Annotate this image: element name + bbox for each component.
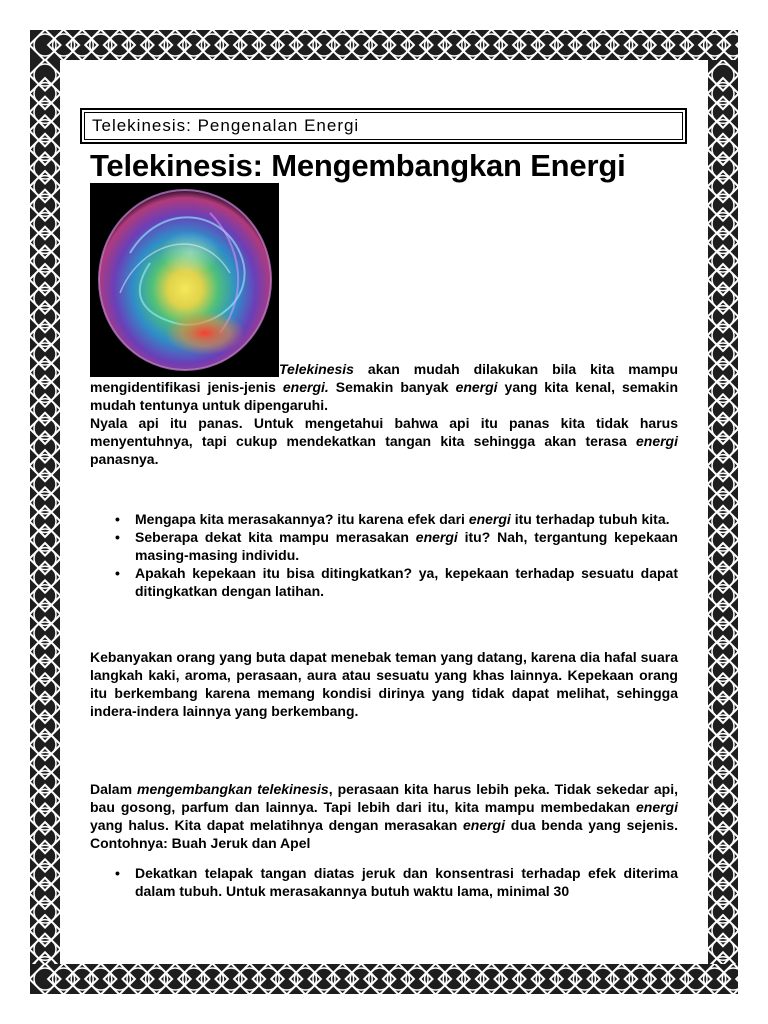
knot-motif [30,896,60,927]
knot-motif [30,171,60,202]
paragraph-fire: Nyala api itu panas. Untuk mengetahui bahwa api itu panas kita tidak harus menyentuhnya, tapi cukup mendekatkan tangan kita sehingga akan terasa energi panasnya. [90,415,678,467]
knot-motif [30,599,60,630]
exercise-list [90,864,678,900]
knot-motif [383,964,414,994]
knot-motif [30,60,60,91]
knot-motif [30,97,60,128]
question-list [90,510,678,600]
knot-motif [569,30,600,60]
knot-motif [708,692,738,723]
knot-motif [606,964,637,994]
knot-motif [364,30,395,60]
knot-motif [85,964,116,994]
knot-motif [708,115,738,146]
knot-motif [30,934,60,964]
knot-motif [30,710,60,741]
knot-motif [30,636,60,667]
knot-motif [30,431,60,462]
knot-motif [308,30,339,60]
knot-motif [141,964,172,994]
knot-motif [197,30,228,60]
knot-motif [30,283,60,314]
knot-motif [30,841,60,872]
knot-motif [708,878,738,909]
knot-motif [708,599,738,630]
knot-motif [606,30,637,60]
knot-motif [30,524,60,555]
knot-motif [625,964,656,994]
knot-motif [30,190,60,221]
knot-motif [699,964,730,994]
knot-motif [30,394,60,425]
knot-motif [30,134,60,165]
knot-motif [253,964,284,994]
knot-motif [643,964,674,994]
knot-motif [30,766,60,797]
knot-motif [708,97,738,128]
list-item: • Apakah kepekaan itu bisa ditingkatkan? ya, kepekaan terhadap sesuatu dapat ditingkatkan dengan latihan. [135,564,678,600]
knot-motif [708,655,738,686]
knot-motif [708,245,738,276]
knot-motif [67,964,98,994]
knot-motif [708,78,738,109]
knot-motif [234,964,265,994]
knot-motif [308,964,339,994]
knot-motif [30,264,60,295]
text-run: Telekinesis [279,361,354,377]
knot-motif [104,30,135,60]
knot-motif [708,338,738,369]
list-item: • Mengapa kita merasakannya? itu karena efek dari energi itu terhadap tubuh kita. [135,510,678,528]
knot-motif [30,915,60,946]
knot-motif [708,264,738,295]
page-title: Telekinesis: Mengembangkan Energi [90,148,626,183]
knot-motif [30,338,60,369]
knot-motif [457,964,488,994]
knot-motif [30,227,60,258]
knot-motif [643,30,674,60]
knot-motif [708,543,738,574]
knot-motif [234,30,265,60]
knot-motif [215,30,246,60]
knot-motif [30,208,60,239]
knot-motif [178,964,209,994]
knot-motif [708,859,738,890]
knot-motif [420,30,451,60]
knot-motif [85,30,116,60]
knot-motif [708,636,738,667]
knot-motif [457,30,488,60]
knot-motif [30,964,61,994]
knot-motif [122,30,153,60]
knot-motif [708,729,738,760]
knot-motif [30,376,60,407]
list-item: • Dekatkan telapak tangan diatas jeruk dan konsentrasi terhadap efek diterima dalam tubuh. Untuk merasakannya butuh waktu lama, minimal 30 [135,864,678,900]
knot-motif [708,524,738,555]
knot-motif [708,60,738,91]
paragraph-develop: Dalam mengembangkan telekinesis, perasaan kita harus lebih peka. Tidak sekedar api, bau gosong, parfum dan lainnya. Tapi lebih dari itu, kita mampu membedakan energi yang halus. Kita dapat melatihnya dengan merasakan energi dua benda yang sejenis. Contohnya: Buah Jeruk dan Apel [90,781,679,851]
knot-motif [708,227,738,258]
knot-motif [48,964,79,994]
knot-motif [476,964,507,994]
knot-motif [625,30,656,60]
knot-motif [708,320,738,351]
knot-motif [30,803,60,834]
knot-motif [587,30,618,60]
knot-motif [708,841,738,872]
knot-motif [253,30,284,60]
knot-motif [30,785,60,816]
energy-orb-image [90,183,279,377]
knot-motif [30,543,60,574]
knot-motif [699,30,730,60]
knot-motif [708,803,738,834]
celtic-knot-border-left [30,60,60,964]
knot-motif [708,896,738,927]
knot-motif [569,964,600,994]
knot-motif [215,964,246,994]
knot-motif [476,30,507,60]
celtic-knot-border-top [30,30,738,60]
knot-motif [30,78,60,109]
knot-motif [662,964,693,994]
article-body [90,360,678,900]
knot-motif [708,915,738,946]
knot-motif [513,964,544,994]
knot-motif [401,964,432,994]
knot-motif [290,964,321,994]
knot-motif [708,394,738,425]
knot-motif [30,301,60,332]
knot-motif [708,152,738,183]
knot-motif [708,766,738,797]
knot-motif [708,562,738,593]
knot-motif [30,487,60,518]
knot-motif [327,30,358,60]
knot-motif [708,822,738,853]
knot-motif [708,431,738,462]
knot-motif [708,710,738,741]
knot-motif [708,506,738,537]
knot-motif [30,115,60,146]
knot-motif [30,30,61,60]
knot-motif [160,964,191,994]
knot-motif [708,450,738,481]
knot-motif [532,964,563,994]
paragraph-intro: Telekinesis akan mudah dilakukan bila kita mampu mengidentifikasi jenis-jenis energi. Semakin banyak energi yang kita kenal, semakin mudah tentunya untuk dipengaruhi. [90,361,678,413]
knot-motif [708,673,738,704]
knot-motif [30,580,60,611]
knot-motif [708,934,738,964]
knot-motif [708,580,738,611]
knot-motif [680,30,711,60]
knot-motif [708,357,738,388]
knot-motif [708,134,738,165]
knot-motif [271,30,302,60]
knot-motif [708,469,738,500]
knot-motif [708,301,738,332]
knot-motif [141,30,172,60]
list-item: • Seberapa dekat kita mampu merasakan energi itu? Nah, tergantung kepekaan masing-masing individu. [135,528,678,564]
knot-motif [439,30,470,60]
knot-motif [30,692,60,723]
knot-motif [708,785,738,816]
knot-motif [30,562,60,593]
knot-motif [708,748,738,779]
knot-motif [160,30,191,60]
knot-motif [30,152,60,183]
knot-motif [494,30,525,60]
knot-motif [346,30,377,60]
knot-motif [587,964,618,994]
knot-motif [30,655,60,686]
celtic-knot-border-bottom [30,964,738,994]
knot-motif [30,357,60,388]
celtic-knot-border-right [708,60,738,964]
knot-motif [364,964,395,994]
knot-motif [122,964,153,994]
knot-motif [708,190,738,221]
paragraph-blind: Kebanyakan orang yang buta dapat menebak teman yang datang, karena dia hafal suara langkah kaki, aroma, perasaan, aura atau sesuatu yang khas lainnya. Kepekaan orang itu berkembang karena memang kondisi dirinya yang tidak dapat melihat, sehingga indera-indera lainnya yang berkembang. [90,649,678,719]
knot-motif [67,30,98,60]
knot-motif [30,878,60,909]
knot-motif [532,30,563,60]
knot-motif [271,964,302,994]
knot-motif [30,413,60,444]
knot-motif [346,964,377,994]
knot-motif [708,171,738,202]
knot-motif [327,964,358,994]
knot-motif [30,859,60,890]
knot-motif [383,30,414,60]
header-label: Telekinesis: Pengenalan Energi [92,116,360,135]
knot-motif [708,283,738,314]
knot-motif [197,964,228,994]
knot-motif [550,964,581,994]
knot-motif [708,487,738,518]
knot-motif [439,964,470,994]
knot-motif [104,964,135,994]
knot-motif [30,245,60,276]
knot-motif [290,30,321,60]
knot-motif [550,30,581,60]
knot-motif [30,673,60,704]
knot-motif [708,413,738,444]
knot-motif [30,748,60,779]
knot-motif [401,30,432,60]
knot-motif [30,617,60,648]
knot-motif [680,964,711,994]
header-box [80,108,687,144]
knot-motif [662,30,693,60]
knot-motif [30,506,60,537]
knot-motif [30,450,60,481]
knot-motif [30,822,60,853]
knot-motif [30,469,60,500]
knot-motif [48,30,79,60]
knot-motif [513,30,544,60]
knot-motif [420,964,451,994]
knot-motif [708,208,738,239]
knot-motif [708,376,738,407]
knot-motif [494,964,525,994]
knot-motif [708,617,738,648]
knot-motif [30,729,60,760]
knot-motif [30,320,60,351]
knot-motif [178,30,209,60]
